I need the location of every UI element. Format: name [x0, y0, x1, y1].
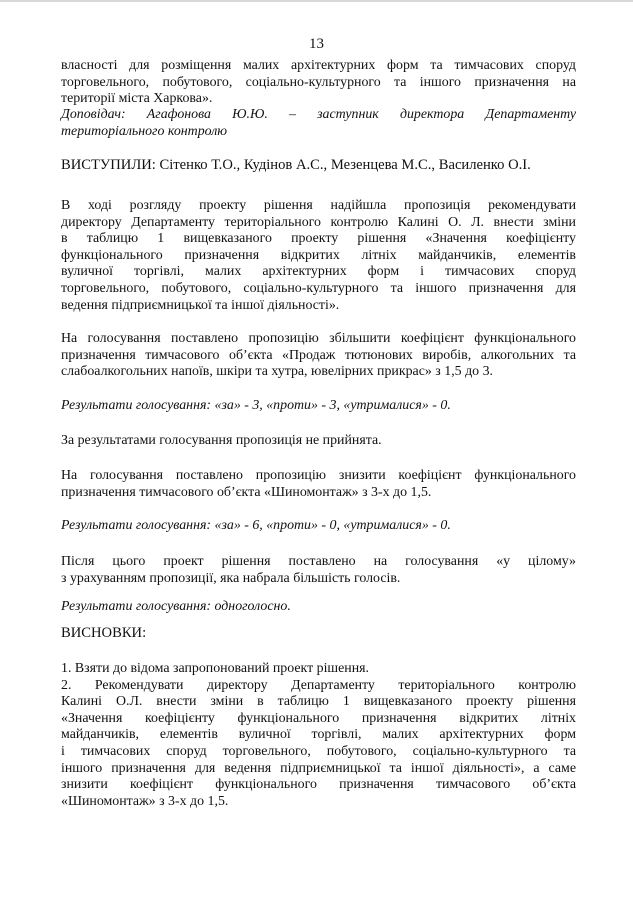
proposal-line: В ході розгляду проекту рішення надійшла пропозиція рекомендувати: [61, 198, 576, 213]
vote2-line: На голосування поставлено пропозицію знизити коефіцієнт функціонального: [61, 468, 576, 483]
speakers-names: Сітенко Т.О., Кудінов А.С., Мезенцева М.С., Василенко О.І.: [159, 157, 531, 173]
conclusion-item-2-line: Калині О.Л. внести зміни в таблицю 1 вищевказаного проекту рішення: [61, 694, 576, 710]
conclusions-list: [61, 661, 576, 810]
vote2-paragraph: [61, 468, 576, 501]
proposal-line: торговельного, побутового, соціально-культурного та іншого призначення для: [61, 280, 576, 296]
conclusion-item-2-line: і тимчасових споруд торговельного, побутового, соціально-культурного та: [61, 743, 576, 759]
reporter-line: Доповідач: Агафонова Ю.Ю. – заступник директора Департаменту: [61, 107, 576, 122]
proposal-line: директору Департаменту територіального контролю Калині О. Л. внести зміни: [61, 214, 576, 230]
vote1-line: слабоалкогольних напоїв, шкіри та хутра, ювелірних прикрас» з 1,5 до 3.: [61, 364, 493, 380]
vote3-line: з урахуванням пропозиції, яка набрала більшість голосів.: [61, 570, 401, 586]
speakers-label: ВИСТУПИЛИ:: [61, 157, 156, 173]
conclusion-item-2-line: «Значення коефіцієнту функціонального призначення відкритих літніх: [61, 710, 576, 726]
conclusion-item-2-line: знизити коефіцієнт функціонального призначення тимчасового об’єкта: [61, 777, 576, 793]
proposal-line: ведення підприємницької та іншої діяльності».: [61, 297, 340, 313]
vote1-result: Результати голосування: «за» - 3, «проти» - 3, «утрималися» - 0.: [61, 398, 451, 413]
intro-line: власності для розміщення малих архітектурних форм та тимчасових споруд: [61, 58, 576, 73]
vote3-paragraph: [61, 554, 576, 587]
proposal-line: функціонального призначення відкритих літніх майданчиків, елементів: [61, 247, 576, 263]
proposal-line: в таблицю 1 вищевказаного проекту рішення «Значення коефіцієнту: [61, 231, 576, 247]
vote1-line: На голосування поставлено пропозицію збільшити коефіцієнт функціонального: [61, 331, 576, 346]
speakers-line: [61, 157, 576, 174]
reporter-line: територіального контролю: [61, 123, 228, 139]
vote1-line: призначення тимчасового об’єкта «Продаж тютюнових виробів, алкогольних та: [61, 347, 576, 363]
page-number: 13: [309, 36, 324, 52]
proposal-paragraph: [61, 198, 576, 314]
intro-line: території міста Харкова».: [61, 91, 213, 107]
vote1-outcome: За результатами голосування пропозиція не прийнята.: [61, 433, 382, 448]
intro-paragraph: [61, 58, 576, 108]
conclusion-item-2-line: 2. Рекомендувати директору Департаменту територіального контролю: [61, 677, 576, 693]
vote1-paragraph: [61, 331, 576, 381]
conclusion-item-2-line: «Шиномонтаж» з 3-х до 1,5.: [61, 793, 229, 809]
conclusion-item-2-line: майданчиків, елементів вуличної торгівлі, малих архітектурних форм: [61, 727, 576, 743]
vote2-line: призначення тимчасового об’єкта «Шиномонтаж» з 3-х до 1,5.: [61, 484, 432, 500]
intro-line: торговельного, побутового, соціально-культурного та іншого призначення на: [61, 74, 576, 90]
vote3-line: Після цього проект рішення поставлено на голосування «у цілому»: [61, 554, 576, 569]
page-top-edge: [0, 0, 633, 2]
proposal-line: вуличної торгівлі, малих архітектурних форм і тимчасових споруд: [61, 264, 576, 280]
vote2-result: Результати голосування: «за» - 6, «проти» - 0, «утрималися» - 0.: [61, 518, 451, 533]
reporter-paragraph: [61, 107, 576, 140]
conclusion-item-2-line: іншого призначення для ведення підприємницької та іншої діяльності», а саме: [61, 760, 576, 776]
conclusions-label: ВИСНОВКИ:: [61, 625, 147, 641]
conclusion-item-1: 1. Взяти до відома запропонований проект рішення.: [61, 661, 370, 676]
vote3-result: Результати голосування: одноголосно.: [61, 599, 291, 614]
